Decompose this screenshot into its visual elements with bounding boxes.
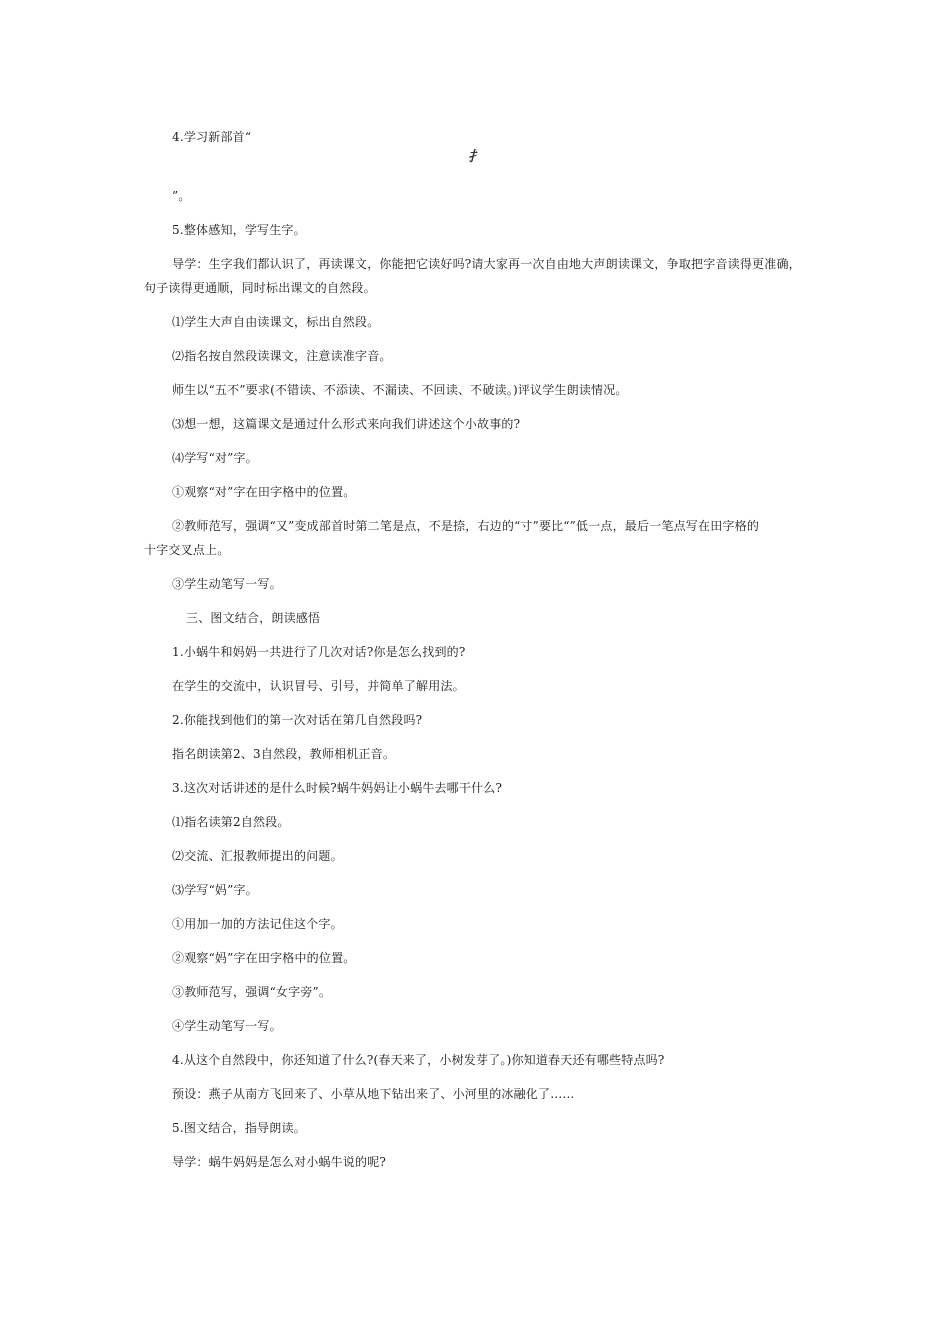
text-line-9: ⑶想一想，这篇课文是通过什么形式来向我们讲述这个小故事的?	[172, 417, 521, 431]
text-line-25: ②观察“妈”字在田字格中的位置。	[172, 951, 356, 965]
text-line-14: ③学生动笔写一写。	[172, 577, 282, 591]
text-line-29: 预设：燕子从南方飞回来了、小草从地下钻出来了、小河里的冰融化了……	[172, 1087, 575, 1101]
text-line-23: ⑶学写“妈”字。	[172, 883, 258, 897]
text-line-19: 指名朗读第2、3自然段，教师相机正音。	[172, 747, 396, 761]
text-line-17: 在学生的交流中，认识冒号、引号，并简单了解用法。	[172, 679, 465, 693]
text-line-7: ⑵指名按自然段读课文，注意读准字音。	[172, 349, 392, 363]
text-line-28: 4.从这个自然段中，你还知道了什么?(春天来了，小树发芽了。)你知道春天还有哪些特点吗?	[172, 1053, 665, 1067]
radical-glyph-image: 扌	[468, 149, 482, 165]
text-line-13: 十字交叉点上。	[144, 543, 230, 557]
text-line-2: ”。	[172, 189, 191, 203]
text-line-5: 句子读得更通顺，同时标出课文的自然段。	[144, 281, 376, 295]
text-line-3: 5.整体感知，学写生字。	[172, 223, 306, 237]
text-line-20: 3.这次对话讲述的是什么时候?蜗牛妈妈让小蜗牛去哪干什么?	[172, 781, 503, 795]
text-line-24: ①用加一加的方法记住这个字。	[172, 917, 343, 931]
text-line-1: 4.学习新部首“	[172, 130, 252, 144]
section-heading: 三、图文结合，朗读感悟	[186, 611, 321, 625]
text-line-21: ⑴指名读第2自然段。	[172, 815, 290, 829]
text-line-4: 导学：生字我们都认识了，再读课文，你能把它读好吗?请大家再一次自由地大声朗读课文，争取把字音读得更准确，	[172, 257, 801, 271]
text-line-12: ②教师范写，强调“又”变成部首时第二笔是点，不是捺，右边的“寸”要比“”低一点，最后一笔点写在田字格的	[172, 519, 760, 533]
text-line-18: 2.你能找到他们的第一次对话在第几自然段吗?	[172, 713, 423, 727]
text-line-26: ③教师范写，强调“女字旁”。	[172, 985, 332, 999]
text-line-11: ①观察“对”字在田字格中的位置。	[172, 485, 356, 499]
text-line-16: 1.小蜗牛和妈妈一共进行了几次对话?你是怎么找到的?	[172, 645, 466, 659]
text-line-31: 导学：蜗牛妈妈是怎么对小蜗牛说的呢?	[172, 1155, 387, 1169]
text-line-27: ④学生动笔写一写。	[172, 1019, 282, 1033]
text-line-30: 5.图文结合，指导朗读。	[172, 1121, 306, 1135]
text-line-6: ⑴学生大声自由读课文，标出自然段。	[172, 315, 380, 329]
text-line-22: ⑵交流、汇报教师提出的问题。	[172, 849, 343, 863]
text-line-8: 师生以“五不”要求(不错读、不添读、不漏读、不回读、不破读。)评议学生朗读情况。	[172, 383, 628, 397]
text-line-10: ⑷学写“对”字。	[172, 451, 258, 465]
